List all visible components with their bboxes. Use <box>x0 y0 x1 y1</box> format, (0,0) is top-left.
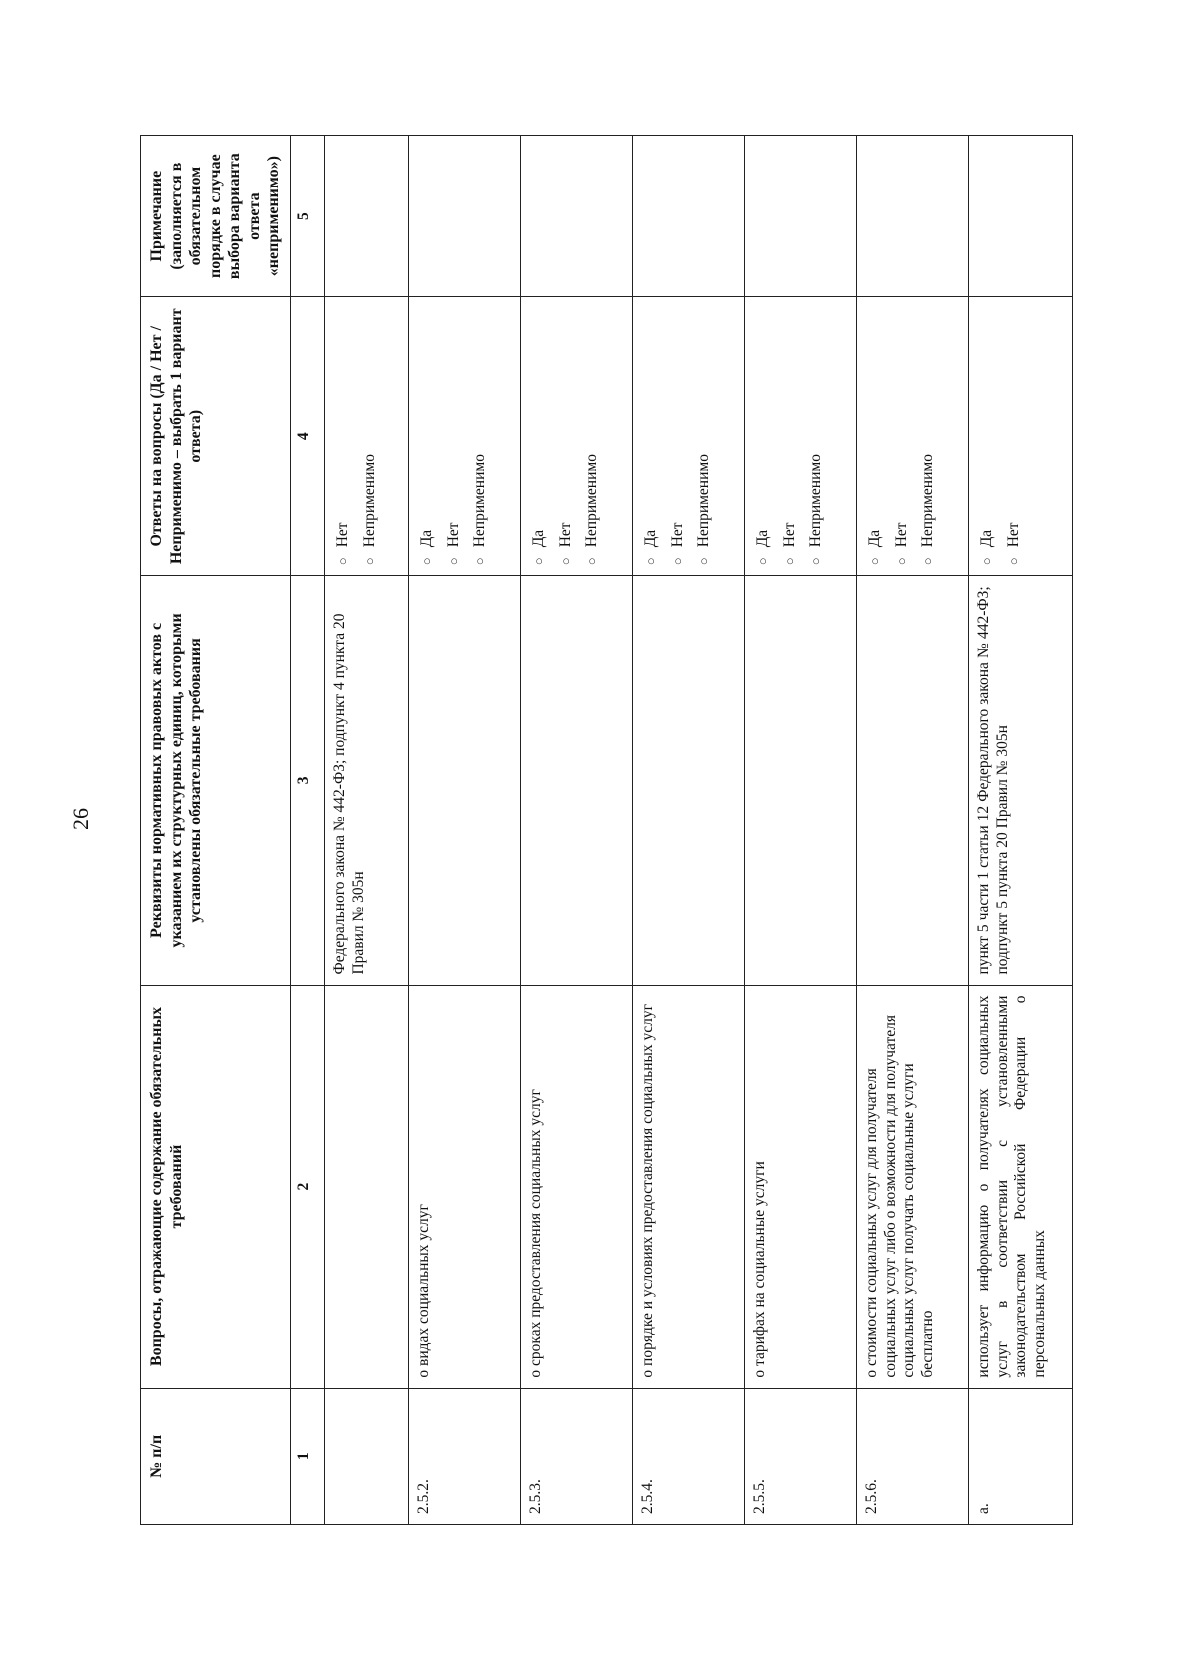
radio-icon[interactable]: ○ <box>530 557 546 566</box>
row-number: а. <box>968 1388 1072 1524</box>
radio-option[interactable] <box>807 307 826 565</box>
row-question: использует информацию о получателях социальных услуг в соответствии с установленными законодательством Российской Федерации о персональных данных <box>968 985 1072 1388</box>
radio-option[interactable] <box>669 307 688 565</box>
table-row <box>744 136 856 1525</box>
row-legal-ref <box>632 576 744 985</box>
header-legal-refs: Реквизиты нормативных правовых актов с указанием их структурных единиц, которыми установлены обязательные требования <box>141 576 291 985</box>
column-number-row <box>290 136 324 1525</box>
radio-icon[interactable]: ○ <box>754 557 770 566</box>
row-number: 2.5.4. <box>632 1388 744 1524</box>
radio-option[interactable] <box>1005 307 1024 565</box>
row-legal-ref <box>408 576 520 985</box>
radio-label: Да <box>977 529 995 548</box>
answer-options <box>408 297 520 576</box>
radio-option[interactable] <box>893 307 912 565</box>
radio-label: Неприменимо <box>695 454 713 548</box>
answer-options <box>324 297 408 576</box>
row-question: о стоимости социальных услуг для получателя социальных услуг либо о возможности для получателя социальных услуг получать социальные услуги бесплатно <box>856 985 968 1388</box>
radio-label: Неприменимо <box>807 454 825 548</box>
radio-label: Нет <box>556 522 574 548</box>
table-row <box>856 136 968 1525</box>
radio-label: Неприменимо <box>583 454 601 548</box>
page-number: 26 <box>68 808 93 830</box>
row-question: о сроках предоставления социальных услуг <box>520 985 632 1388</box>
row-legal-ref <box>520 576 632 985</box>
radio-option[interactable] <box>418 307 437 565</box>
table-row <box>968 136 1072 1525</box>
radio-icon[interactable]: ○ <box>696 557 712 566</box>
radio-label: Нет <box>892 522 910 548</box>
radio-icon[interactable]: ○ <box>472 557 488 566</box>
row-note <box>324 136 408 297</box>
row-number: 2.5.3. <box>520 1388 632 1524</box>
radio-icon[interactable]: ○ <box>642 557 658 566</box>
header-notes: Примечание (заполняется в обязательном порядке в случае выбора варианта ответа «неприменимо») <box>141 136 291 297</box>
row-note <box>408 136 520 297</box>
row-legal-ref <box>744 576 856 985</box>
radio-option[interactable] <box>334 307 353 565</box>
radio-icon[interactable]: ○ <box>1005 557 1021 566</box>
radio-icon[interactable]: ○ <box>557 557 573 566</box>
radio-option[interactable] <box>866 307 885 565</box>
row-note <box>968 136 1072 297</box>
radio-icon[interactable]: ○ <box>781 557 797 566</box>
column-number: 5 <box>290 136 324 297</box>
radio-icon[interactable]: ○ <box>866 557 882 566</box>
column-number: 2 <box>290 985 324 1388</box>
radio-icon[interactable]: ○ <box>920 557 936 566</box>
column-number: 4 <box>290 297 324 576</box>
table-row <box>520 136 632 1525</box>
row-legal-ref: пункт 5 части 1 статьи 12 Федерального закона № 442-ФЗ; подпункт 5 пункта 20 Правил № 305н <box>968 576 1072 985</box>
radio-label: Да <box>417 529 435 548</box>
radio-label: Нет <box>668 522 686 548</box>
answer-options <box>968 297 1072 576</box>
radio-label: Неприменимо <box>471 454 489 548</box>
row-question: о видах социальных услуг <box>408 985 520 1388</box>
radio-option[interactable] <box>557 307 576 565</box>
row-note <box>520 136 632 297</box>
radio-icon[interactable]: ○ <box>445 557 461 566</box>
radio-icon[interactable]: ○ <box>361 557 377 566</box>
radio-label: Да <box>753 529 771 548</box>
radio-label: Нет <box>444 522 462 548</box>
radio-option[interactable] <box>781 307 800 565</box>
radio-label: Нет <box>780 522 798 548</box>
radio-label: Да <box>641 529 659 548</box>
radio-option[interactable] <box>919 307 938 565</box>
radio-icon[interactable]: ○ <box>584 557 600 566</box>
row-number: 2.5.2. <box>408 1388 520 1524</box>
table-row <box>324 136 408 1525</box>
answer-options <box>744 297 856 576</box>
row-number: 2.5.5. <box>744 1388 856 1524</box>
row-question: о тарифах на социальные услуги <box>744 985 856 1388</box>
radio-label: Да <box>865 529 883 548</box>
row-number <box>324 1388 408 1524</box>
row-legal-ref: Федерального закона № 442-ФЗ; подпункт 4 пункта 20 Правил № 305н <box>324 576 408 985</box>
radio-option[interactable] <box>978 307 997 565</box>
row-question: о порядке и условиях предоставления социальных услуг <box>632 985 744 1388</box>
radio-option[interactable] <box>754 307 773 565</box>
radio-label: Нет <box>1004 522 1022 548</box>
answer-options <box>520 297 632 576</box>
table-header-row <box>141 136 291 1525</box>
row-note <box>632 136 744 297</box>
radio-icon[interactable]: ○ <box>978 557 994 566</box>
header-number: № п/п <box>141 1388 291 1524</box>
radio-option[interactable] <box>695 307 714 565</box>
radio-label: Неприменимо <box>360 454 378 548</box>
row-number: 2.5.6. <box>856 1388 968 1524</box>
row-note <box>856 136 968 297</box>
checklist-table <box>140 135 1073 1525</box>
radio-icon[interactable]: ○ <box>334 557 350 566</box>
table-row <box>632 136 744 1525</box>
rotated-page-content <box>140 135 1049 1525</box>
radio-icon[interactable]: ○ <box>669 557 685 566</box>
row-question <box>324 985 408 1388</box>
row-note <box>744 136 856 297</box>
radio-icon[interactable]: ○ <box>893 557 909 566</box>
header-answers: Ответы на вопросы (Да / Нет / Неприменимо – выбрать 1 вариант ответа) <box>141 297 291 576</box>
row-legal-ref <box>856 576 968 985</box>
radio-option[interactable] <box>445 307 464 565</box>
table-row <box>408 136 520 1525</box>
radio-label: Неприменимо <box>919 454 937 548</box>
radio-icon[interactable]: ○ <box>418 557 434 566</box>
radio-option[interactable] <box>642 307 661 565</box>
answer-options <box>856 297 968 576</box>
radio-option[interactable] <box>471 307 490 565</box>
column-number: 1 <box>290 1388 324 1524</box>
answer-options <box>632 297 744 576</box>
radio-option[interactable] <box>583 307 602 565</box>
radio-icon[interactable]: ○ <box>808 557 824 566</box>
column-number: 3 <box>290 576 324 985</box>
radio-label: Да <box>529 529 547 548</box>
header-questions: Вопросы, отражающие содержание обязательных требований <box>141 985 291 1388</box>
radio-label: Нет <box>333 522 351 548</box>
radio-option[interactable] <box>530 307 549 565</box>
radio-option[interactable] <box>361 307 380 565</box>
